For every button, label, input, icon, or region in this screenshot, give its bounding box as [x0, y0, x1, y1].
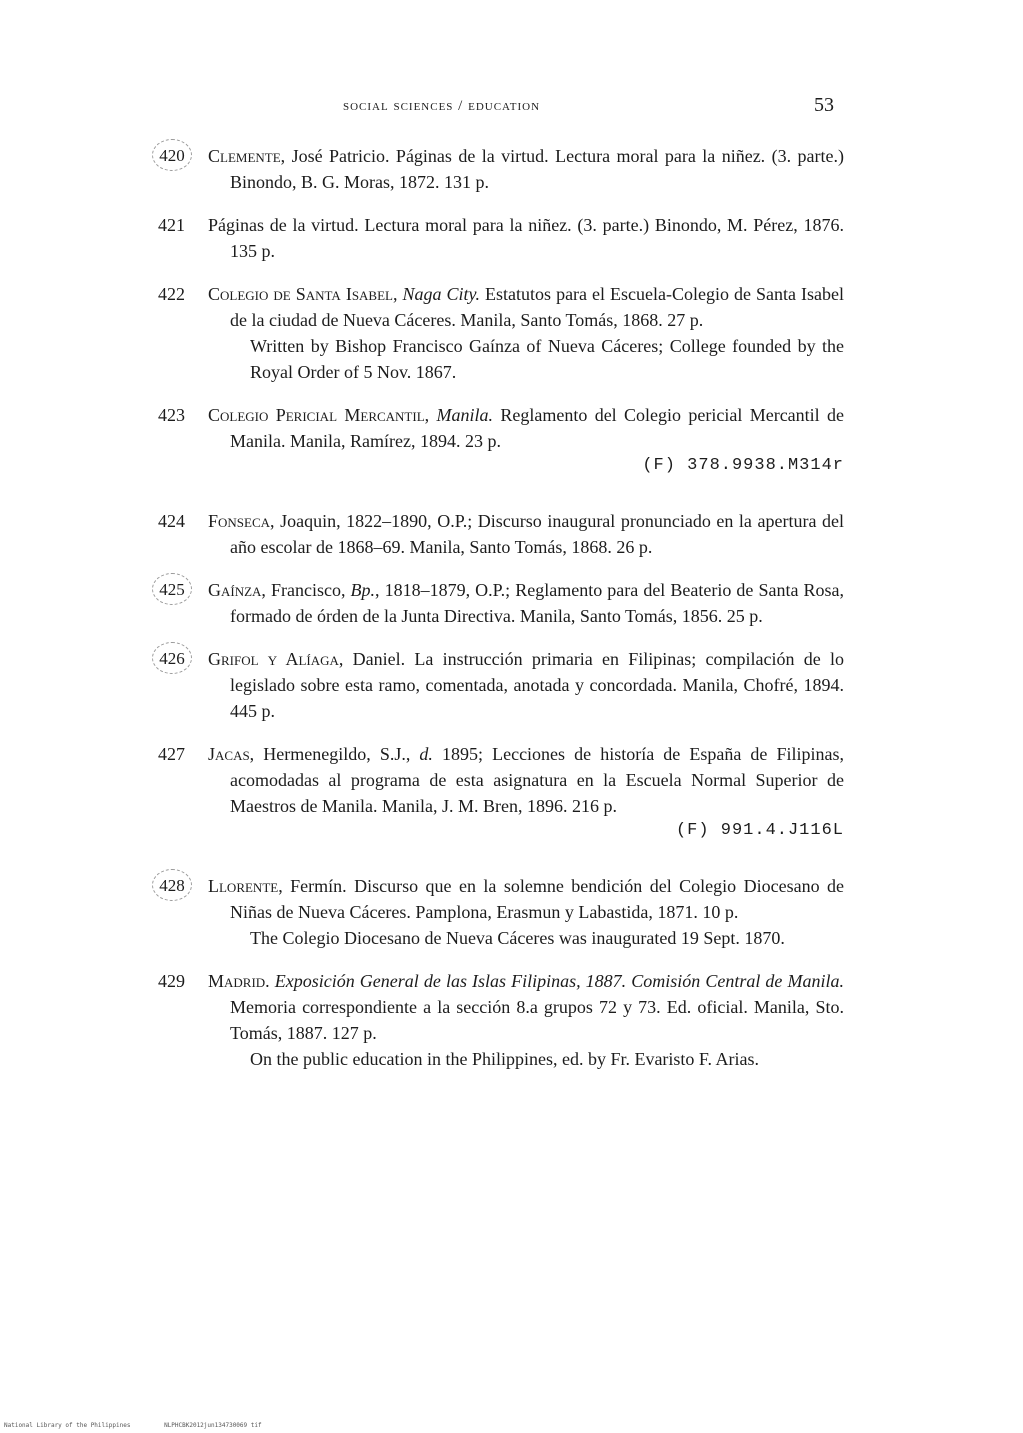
entry-author: Jacas, — [208, 744, 255, 764]
entry-body: Reglamento del Colegio pericial Mercantil de Manila. Manila, Ramírez, 1894. 23 p. — [230, 405, 845, 451]
entry-body: 1895; Lecciones de historía de España de Filipinas, acomodadas al programa de esta asignatura en la Escuela Normal Superior de Maestros de Manila. Manila, J. M. Bren, 1896. 216 p. — [230, 744, 844, 816]
entry-text — [208, 212, 844, 264]
page-number: 53 — [814, 94, 834, 116]
entry-note: Written by Bishop Francisco Gaínza of Nueva Cáceres; College founded by the Royal Order of 5 Nov. 1867. — [250, 336, 844, 382]
entry-number: 425 — [152, 573, 192, 605]
entry-body: Páginas de la virtud. Lectura moral para la niñez. (3. parte.) Binondo, M. Pérez, 1876. 135 p. — [208, 215, 844, 261]
entry-text — [208, 402, 844, 454]
entry-author: Llorente, — [208, 876, 283, 896]
entry-italic-title: Exposición General de las Islas Filipinas, 1887. Comisión Central de Manila. — [269, 971, 844, 991]
entry-425 — [154, 577, 844, 629]
entry-text — [208, 646, 844, 724]
entry-author: Gaínza, — [208, 580, 266, 600]
entry-number: 426 — [152, 642, 192, 674]
entry-text — [208, 281, 844, 333]
entry-body: José Patricio. Páginas de la virtud. Lectura moral para la niñez. (3. parte.) Binondo, B. G. Moras, 1872. 131 p. — [230, 146, 844, 192]
entry-body: Daniel. La instrucción primaria en Filipinas; compilación de lo legislado sobre esta ramo, comentada, anotada y concordada. Manila, Chofré, 1894. 445 p. — [230, 649, 845, 721]
entry-place: Naga City. — [402, 284, 481, 304]
entry-number: 421 — [158, 215, 185, 235]
entry-428 — [154, 873, 844, 951]
entry-abbr: Bp. — [350, 580, 376, 600]
entry-author: Madrid. — [208, 971, 270, 991]
entry-body-pre: Francisco, — [265, 580, 351, 600]
entry-text — [208, 143, 844, 195]
entry-427 — [154, 741, 844, 843]
entry-author: Colegio Pericial Mercantil, — [208, 405, 430, 425]
entry-note: The Colegio Diocesano de Nueva Cáceres was inaugurated 19 Sept. 1870. — [250, 928, 785, 948]
entry-421 — [154, 212, 844, 264]
entry-body: Memoria correspondiente a la sección 8.a grupos 72 y 73. Ed. oficial. Manila, Sto. Tomás, 1887. 127 p. — [230, 997, 844, 1043]
entry-number: 424 — [158, 511, 185, 531]
entry-429 — [154, 968, 844, 1072]
entry-body: Fermín. Discurso que en la solemne bendición del Colegio Diocesano de Niñas de Nueva Cáceres. Pamplona, Erasmun y Labastida, 1871. 10 p. — [230, 876, 844, 922]
entry-note: On the public education in the Philippines, ed. by Fr. Evaristo F. Arias. — [250, 1049, 760, 1069]
entry-body-pre: Hermenegildo, S.J., — [254, 744, 420, 764]
entry-number: 429 — [158, 971, 185, 991]
bibliography-list — [154, 143, 844, 1089]
entry-number: 422 — [158, 284, 185, 304]
entry-text — [208, 741, 844, 819]
entry-body: Estatutos para el Escuela-Colegio de Santa Isabel de la ciudad de Nueva Cáceres. Manila, Santo Tomás, 1868. 27 p. — [230, 284, 845, 330]
entry-author: Colegio de Santa Isabel, — [208, 284, 398, 304]
running-header — [150, 94, 840, 122]
entry-body: Joaquin, 1822–1890, O.P.; Discurso inaugural pronunciado en la apertura del año escolar de 1868–69. Manila, Santo Tomás, 1868. 26 p. — [230, 511, 844, 557]
entry-place: Manila. — [436, 405, 494, 425]
entry-422 — [154, 281, 844, 385]
entry-number: 420 — [152, 139, 192, 171]
entry-text — [208, 873, 844, 925]
entry-text — [208, 508, 844, 560]
entry-424 — [154, 508, 844, 560]
entry-426 — [154, 646, 844, 724]
entry-423 — [154, 402, 844, 478]
entry-author: Grifol y Alíaga, — [208, 649, 344, 669]
call-number: (F) 991.4.J116L — [675, 821, 844, 840]
entry-text — [208, 577, 844, 629]
footer-file: NLPHCBK2012jun134730069 tif — [164, 1422, 262, 1429]
call-number: (F) 378.9938.M314r — [642, 456, 844, 475]
section-title: social sciences / education — [343, 98, 541, 114]
entry-420 — [154, 143, 844, 195]
scan-footer — [4, 1422, 292, 1429]
entry-author: Clemente, — [208, 146, 286, 166]
entry-body: , 1818–1879, O.P.; Reglamento para del Beaterio de Santa Rosa, formado de órden de la Junta Directiva. Manila, Santo Tomás, 1856. 25 p. — [230, 580, 845, 626]
entry-number: 423 — [158, 405, 185, 425]
entry-author: Fonseca, — [208, 511, 275, 531]
entry-number: 427 — [158, 744, 185, 764]
footer-library: National Library of the Philippines — [4, 1422, 131, 1429]
entry-text — [208, 968, 844, 1046]
entry-abbr: d. — [419, 744, 433, 764]
entry-number: 428 — [152, 869, 192, 901]
